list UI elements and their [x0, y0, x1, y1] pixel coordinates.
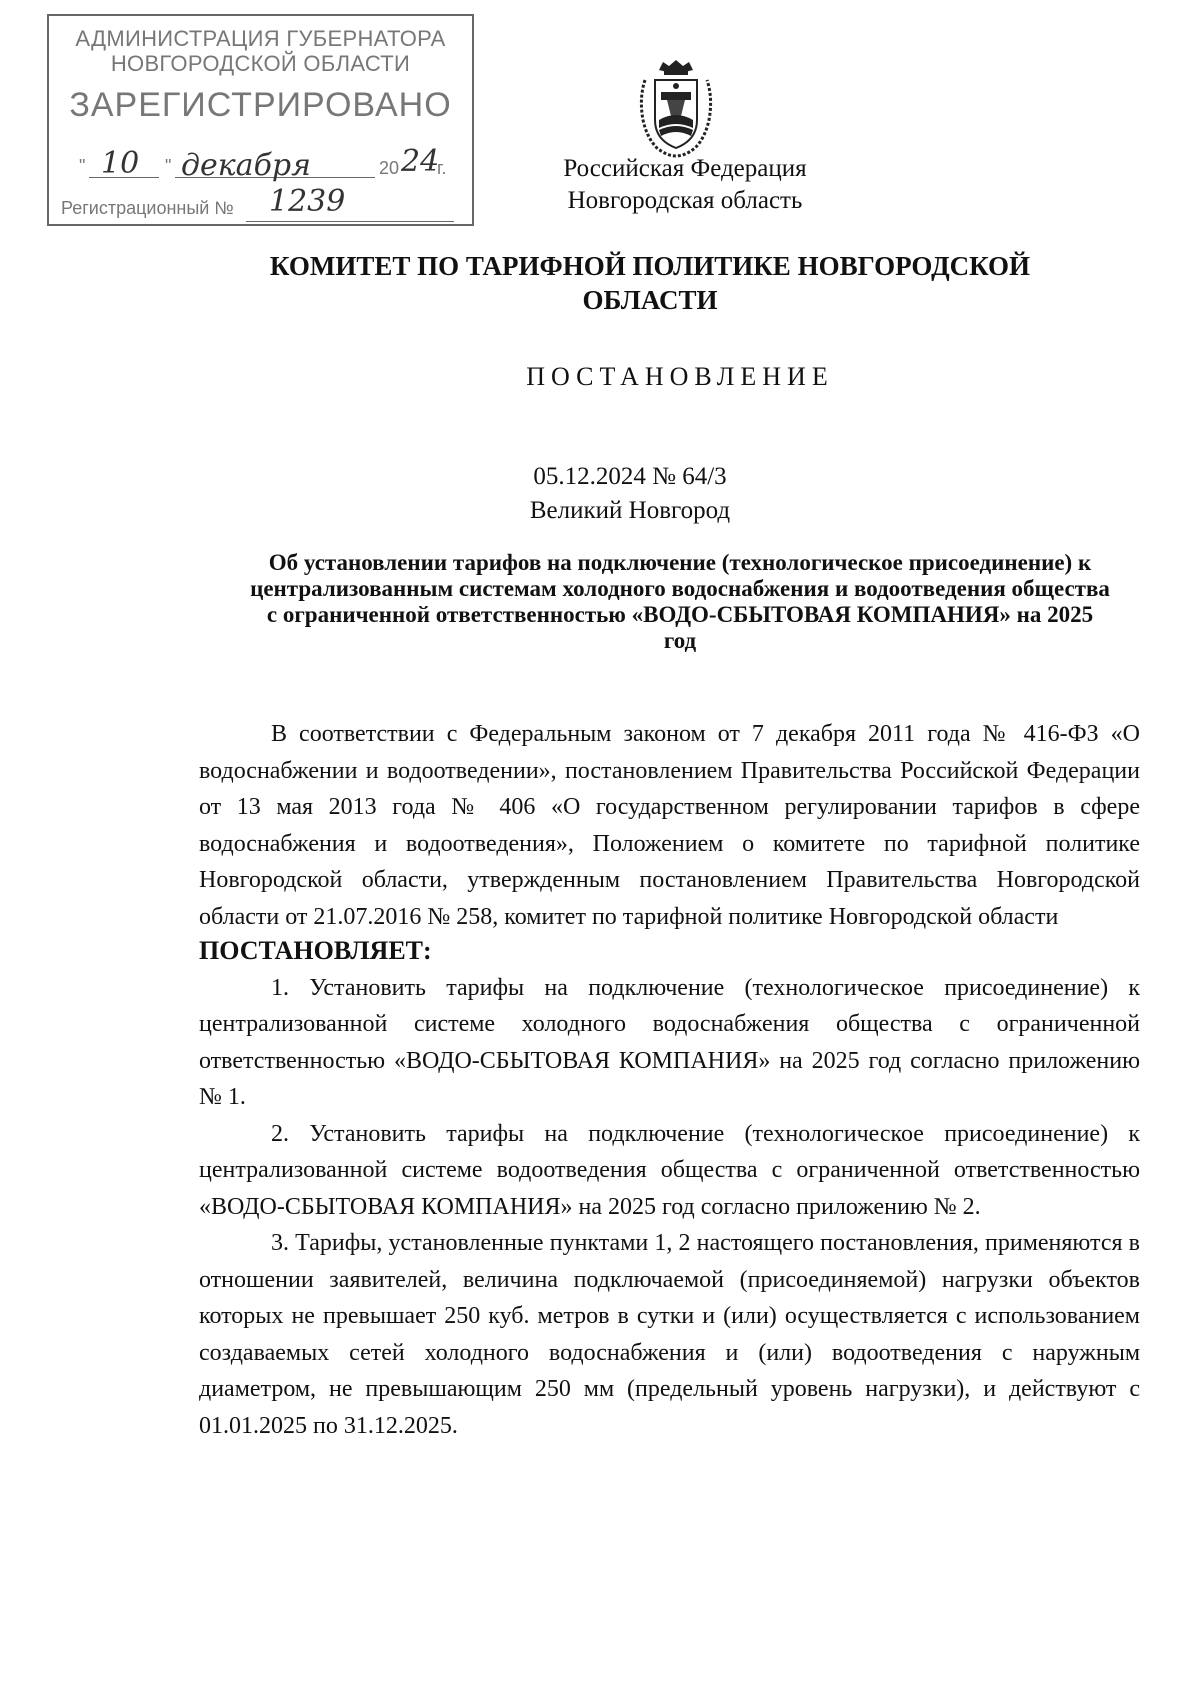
- stamp-org-line-1: АДМИНИСТРАЦИЯ ГУБЕРНАТОРА: [75, 26, 446, 51]
- date-number-block: [0, 460, 1200, 528]
- stamp-registered-label: ЗАРЕГИСТРИРОВАНО: [69, 86, 452, 124]
- stamp-organization: [49, 26, 472, 76]
- coat-of-arms-icon: [637, 58, 715, 158]
- document-subject: Об установлении тарифов на подключение (технологическое присоединение) к централизованным системам холодного водоснабжения и водоотведения общества с ограниченной ответственностью «ВОДО-СБЫТОВАЯ КОМПАНИЯ» на 2025 год: [250, 550, 1110, 653]
- stamp-regno-handwritten: 1239: [269, 184, 346, 219]
- document-body: [199, 716, 1140, 1444]
- stamp-quote-close: ": [165, 156, 172, 176]
- header-country: Российская Федерация: [563, 155, 807, 182]
- document-type: ПОСТАНОВЛЕНИЕ: [526, 362, 834, 391]
- header-region-block: [540, 153, 830, 217]
- stamp-org-line-2: НОВГОРОДСКОЙ ОБЛАСТИ: [110, 51, 411, 76]
- stamp-month-handwritten: декабря: [181, 148, 311, 183]
- stamp-quote-open: ": [79, 156, 86, 176]
- resolves-heading: ПОСТАНОВЛЯЕТ:: [199, 936, 432, 965]
- stamp-year-prefix: 20: [379, 158, 400, 178]
- preamble-paragraph: В соответствии с Федеральным законом от 7 декабря 2011 года № 416-ФЗ «О водоснабжении и водоотведении», постановлением Правительства Российской Федерации от 13 мая 2013 года № 406 «О государственном регулировании тарифов в сфере водоснабжения и водоотведения», Положением о комитете по тарифной политике Новгородской области, утвержденным постановлением Правительства Новгородской области от 21.07.2016 № 258, комитет по тарифной политике Новгородской области: [199, 721, 1140, 930]
- stamp-regno-label: Регистрационный №: [61, 198, 234, 218]
- stamp-day-handwritten: 10: [101, 146, 140, 181]
- stamp-year-handwritten: 24: [401, 144, 440, 179]
- committee-title: КОМИТЕТ ПО ТАРИФНОЙ ПОЛИТИКЕ НОВГОРОДСКОЙ ОБЛАСТИ: [269, 251, 1031, 315]
- stamp-date-line: [79, 144, 469, 184]
- item-2-paragraph: 2. Установить тарифы на подключение (технологическое присоединение) к централизованной системе водоотведения общества с ограниченной ответственностью «ВОДО-СБЫТОВАЯ КОМПАНИЯ» на 2025 год согласно приложению № 2.: [199, 1120, 1140, 1220]
- header-region: Новгородская область: [567, 187, 803, 214]
- registration-stamp: [47, 14, 474, 226]
- stamp-regno-line: [246, 221, 454, 222]
- stamp-year-mark: г.: [437, 158, 447, 178]
- item-3-paragraph: 3. Тарифы, установленные пунктами 1, 2 настоящего постановления, применяются в отношении заявителей, величина подключаемой (присоединяемой) нагрузки объектов которых не превышает 250 куб. метров в сутки и (или) осуществляется с использованием создаваемых сетей холодного водоснабжения и (или) водоотведения с наружным диаметром, не превышающим 250 мм (предельный уровень нагрузки), и действуют с 01.01.2025 по 31.12.2025.: [199, 1230, 1140, 1439]
- item-1-paragraph: 1. Установить тарифы на подключение (технологическое присоединение) к централизованной системе холодного водоснабжения общества с ограниченной ответственностью «ВОДО-СБЫТОВАЯ КОМПАНИЯ» на 2025 год согласно приложению № 1.: [199, 974, 1140, 1110]
- document-date-number: 05.12.2024 № 64/3: [533, 463, 727, 490]
- document-city: Великий Новгород: [529, 497, 731, 524]
